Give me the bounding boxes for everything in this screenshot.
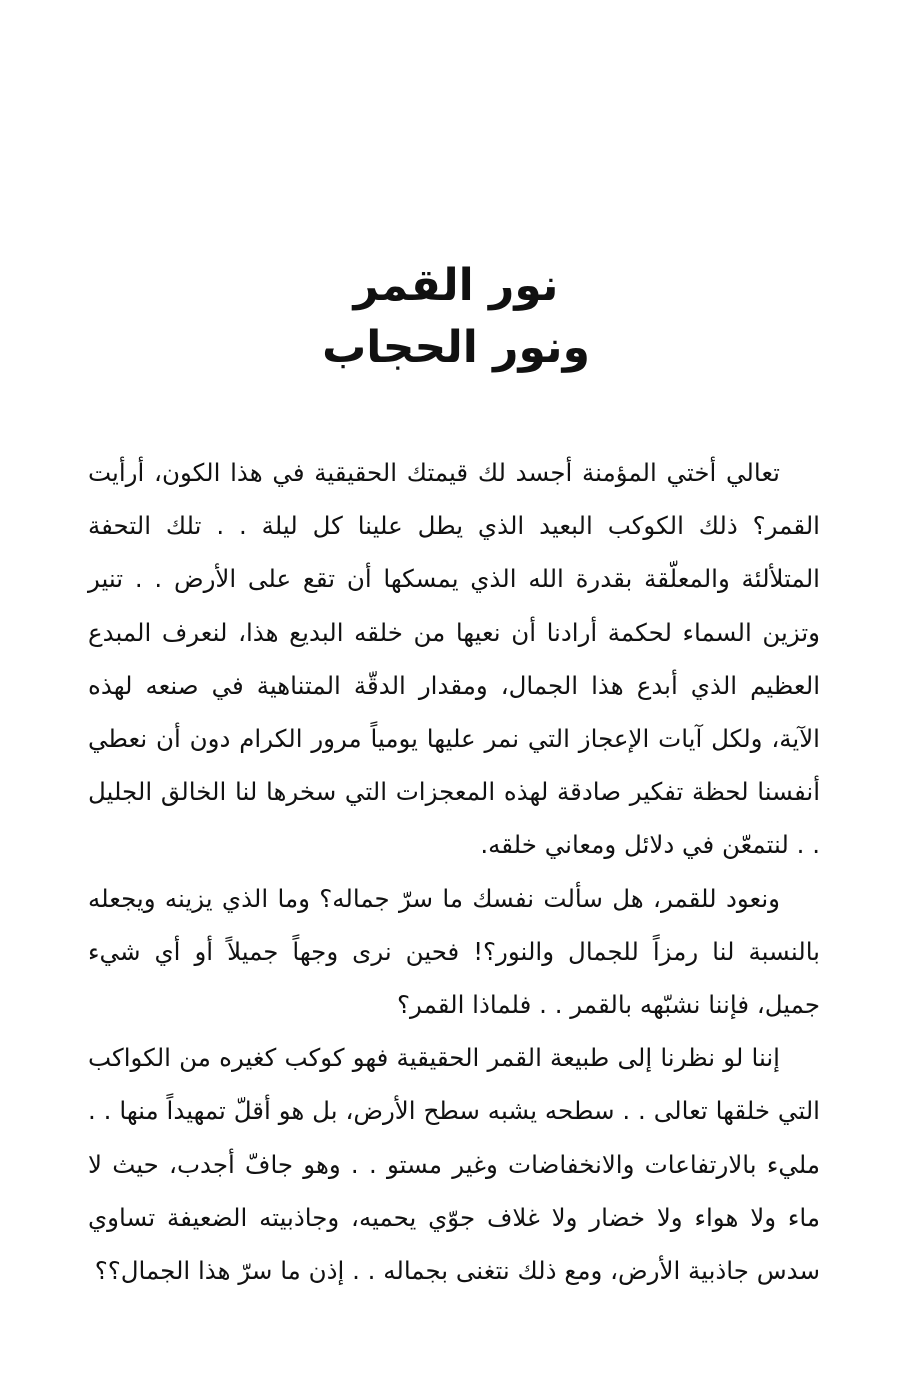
chapter-title	[0, 255, 912, 379]
paragraph-1: تعالي أختي المؤمنة أجسد لك قيمتك الحقيقية في هذا الكون، أرأيت القمر؟ ذلك الكوكب البعيد الذي يطل علينا كل ليلة . . تلك التحفة المتلألئة والمعلّقة بقدرة الله الذي يمسكها أن تقع على الأرض . . تنير وتزين السماء لحكمة أرادنا أن نعيها من خلقه البديع هذا، لنعرف المبدع العظيم الذي أبدع هذا الجمال، ومقدار الدقّة المتناهية في صنعه لهذه الآية، ولكل آيات الإعجاز التي نمر عليها يومياً مرور الكرام دون أن نعطي أنفسنا لحظة تفكير صادقة لهذه المعجزات التي سخرها لنا الخالق الجليل . . لنتمعّن في دلائل ومعاني خلقه.	[88, 458, 820, 860]
title-line-2: ونور الحجاب	[322, 322, 590, 373]
title-line-1: نور القمر	[353, 260, 559, 311]
paragraph-3: إننا لو نظرنا إلى طبيعة القمر الحقيقية فهو كوكب كغيره من الكواكب التي خلقها تعالى . . سطحه يشبه سطح الأرض، بل هو أقلّ تمهيداً منها . . مليء بالارتفاعات والانخفاضات وغير مستو . . وهو جافّ أجدب، حيث لا ماء ولا هواء ولا خضار ولا غلاف جوّي يحميه، وجاذبيته الضعيفة تساوي سدس جاذبية الأرض، ومع ذلك نتغنى بجماله . . إذن ما سرّ هذا الجمال؟؟	[88, 1043, 820, 1286]
body-text	[88, 446, 820, 1297]
paragraph-2: ونعود للقمر، هل سألت نفسك ما سرّ جماله؟ وما الذي يزينه ويجعله بالنسبة لنا رمزاً للجمال والنور؟! فحين نرى وجهاً جميلاً أو أي شيء جميل، فإننا نشبّهه بالقمر . . فلماذا القمر؟	[88, 883, 820, 1020]
